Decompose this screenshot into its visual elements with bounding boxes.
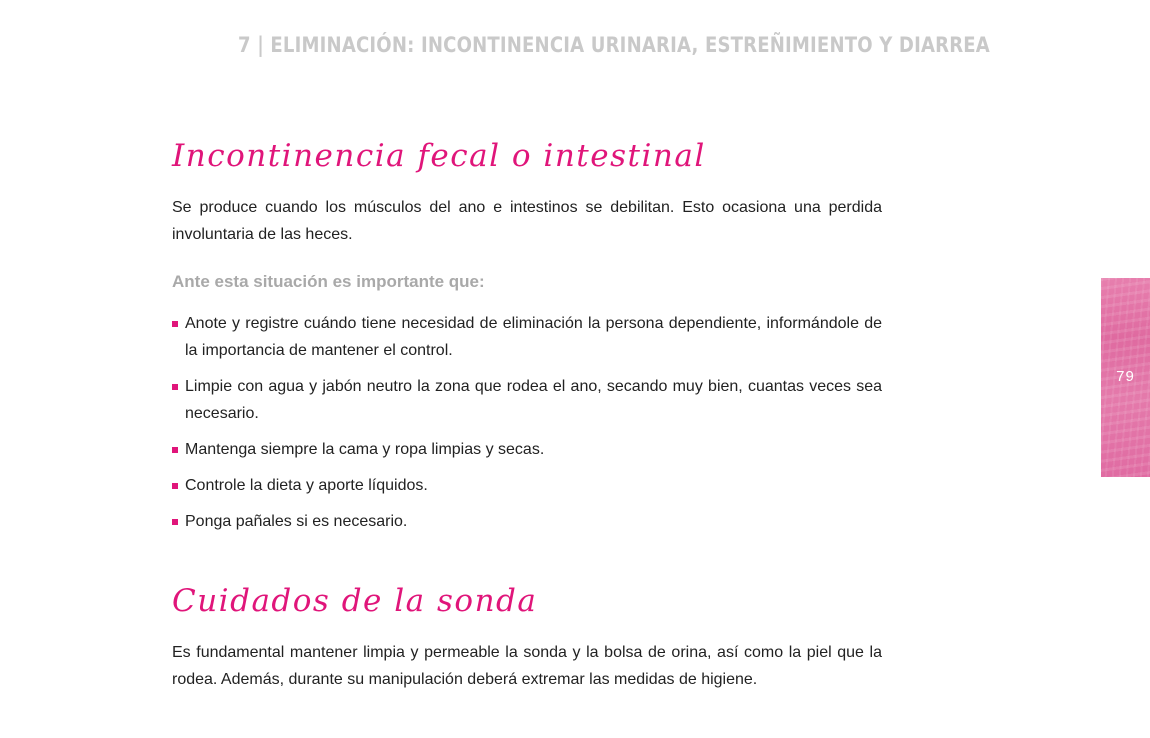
fecal-incontinence-intro: Se produce cuando los músculos del ano e intestinos se debilitan. Esto ocasiona una perdida involuntaria de las heces. — [172, 199, 882, 243]
catheter-care-intro: Es fundamental mantener limpia y permeable la sonda y la bolsa de orina, así como la piel que la rodea. Además, durante su manipulación deberá extremar las medidas de higiene. — [172, 644, 882, 688]
bullet-text: Anote y registre cuándo tiene necesidad de eliminación la persona dependiente, informándole de la importancia de mantener el control. — [185, 315, 882, 359]
bullets-subheading: Ante esta situación es importante que: — [172, 272, 485, 291]
bullet-text: Mantenga siempre la cama y ropa limpias y secas. — [185, 441, 545, 458]
bullet-text: Limpie con agua y jabón neutro la zona que rodea el ano, secando muy bien, cuantas veces sea necesario. — [185, 378, 882, 422]
page-number-tab — [1101, 278, 1150, 477]
section-title-catheter-care: Cuidados de la sonda — [172, 583, 538, 619]
bullet-item — [172, 436, 882, 463]
square-bullet-icon — [172, 483, 178, 489]
care-bullet-list — [172, 310, 882, 544]
square-bullet-icon — [172, 384, 178, 390]
bullet-item — [172, 472, 882, 499]
running-header: 7 | ELIMINACIÓN: INCONTINENCIA URINARIA, ESTREÑIMIENTO Y DIARREA — [238, 33, 990, 57]
bullet-item — [172, 310, 882, 364]
bullet-text: Controle la dieta y aporte líquidos. — [185, 477, 428, 494]
bullet-item — [172, 373, 882, 427]
square-bullet-icon — [172, 447, 178, 453]
bullet-item — [172, 508, 882, 535]
square-bullet-icon — [172, 321, 178, 327]
page-number: 79 — [1116, 368, 1135, 385]
section-title-fecal-incontinence: Incontinencia fecal o intestinal — [172, 138, 706, 174]
bullet-text: Ponga pañales si es necesario. — [185, 513, 408, 530]
square-bullet-icon — [172, 519, 178, 525]
